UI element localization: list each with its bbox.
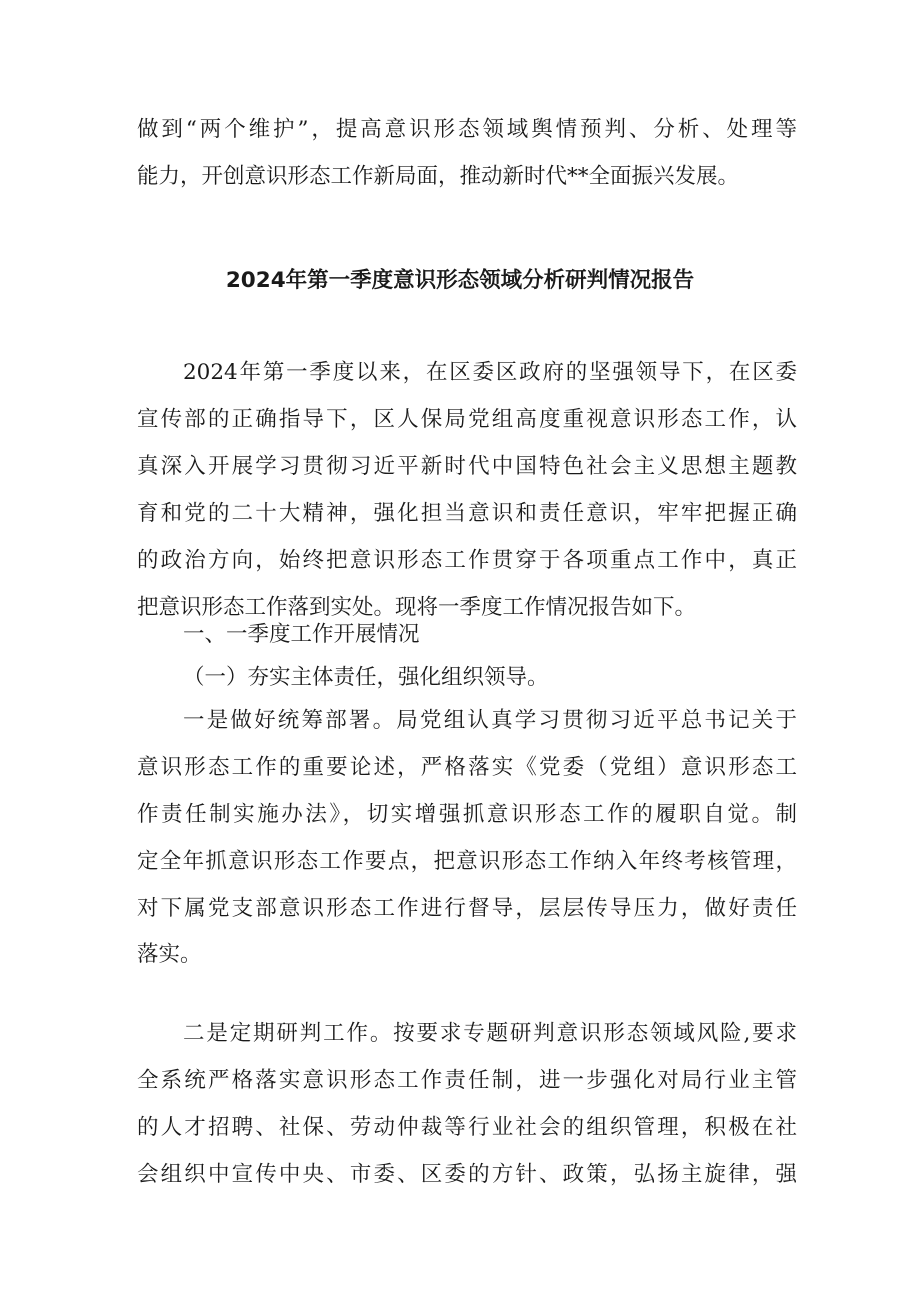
paragraph-line: 全系统严格落实意识形态工作责任制，进一步强化对局行业主管	[137, 1068, 797, 1093]
paragraph-line: 宣传部的正确指导下，区人保局党组高度重视意识形态工作，认	[137, 407, 797, 432]
paragraph-line: 一是做好统筹部署。局党组认真学习贯彻习近平总书记关于	[183, 708, 797, 733]
paragraph-line: 育和党的二十大精神，强化担当意识和责任意识，牢牢把握正确	[137, 501, 797, 526]
section-heading: 一、一季度工作开展情况	[183, 622, 420, 647]
intro-line: 能力，开创意识形态工作新局面，推动新时代**全面振兴发展。	[137, 164, 740, 189]
paragraph-line: 意识形态工作的重要论述，严格落实《党委（党组）意识形态工	[137, 755, 797, 780]
paragraph-line: 定全年抓意识形态工作要点，把意识形态工作纳入年终考核管理，	[137, 849, 797, 874]
paragraph-line: 的人才招聘、社保、劳动仲裁等行业社会的组织管理，积极在社	[137, 1115, 797, 1140]
paragraph-line: 2024年第一季度以来，在区委区政府的坚强领导下，在区委	[183, 360, 797, 385]
paragraph-line: 会组织中宣传中央、市委、区委的方针、政策，弘扬主旋律，强	[137, 1162, 797, 1187]
paragraph-line: 二是定期研判工作。按要求专题研判意识形态领域风险,要求	[183, 1021, 797, 1046]
paragraph-line: 落实。	[137, 942, 202, 967]
paragraph-line: 真深入开展学习贯彻习近平新时代中国特色社会主义思想主题教	[137, 454, 797, 479]
paragraph-line: 把意识形态工作落到实处。现将一季度工作情况报告如下。	[137, 595, 697, 620]
report-title: 2024年第一季度意识形态领域分析研判情况报告	[225, 268, 695, 293]
subsection-heading: （一）夯实主体责任，强化组织领导。	[183, 665, 549, 690]
paragraph-line: 作责任制实施办法》，切实增强抓意识形态工作的履职自觉。制	[137, 802, 797, 827]
paragraph-line: 的政治方向，始终把意识形态工作贯穿于各项重点工作中，真正	[137, 548, 797, 573]
intro-line: 做到“两个维护”，提高意识形态领域舆情预判、分析、处理等	[137, 117, 797, 142]
paragraph-line: 对下属党支部意识形态工作进行督导，层层传导压力，做好责任	[137, 896, 797, 921]
